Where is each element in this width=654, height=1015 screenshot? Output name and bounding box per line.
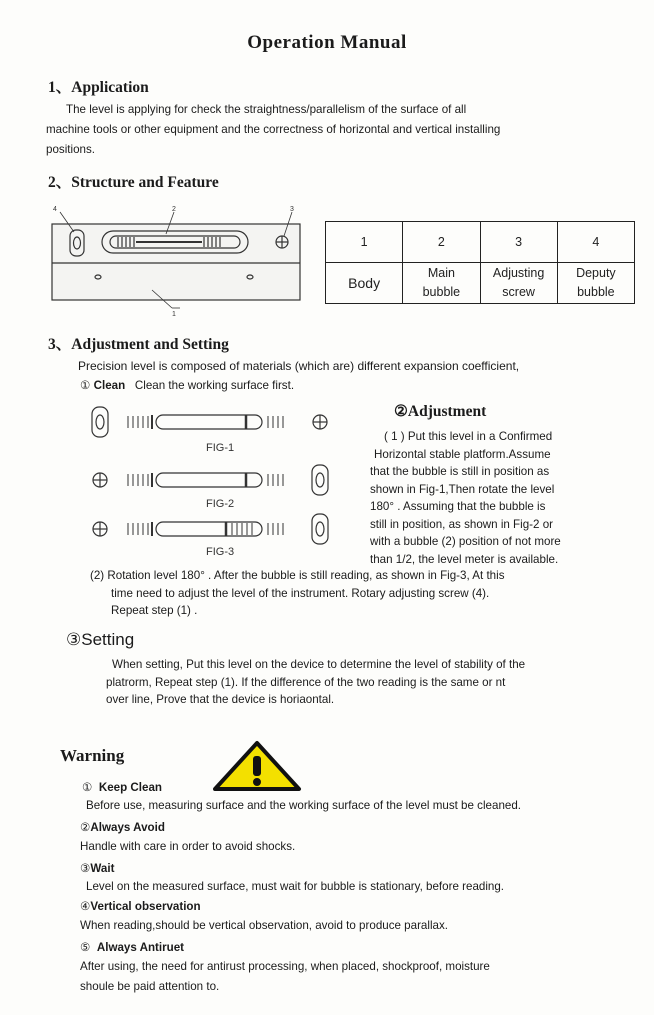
adjustment-step2 [90,567,650,620]
setting-line: over line, Prove that the device is horiaontal. [106,693,335,706]
table-cell [326,263,403,304]
warning-label: Wait [90,862,115,875]
adjustment-line: that the bubble is still in position as [370,465,550,478]
application-line-2: machine tools or other equipment and the correctness of horizontal and vertical installing [46,123,501,136]
table-cell: 3 [480,222,557,263]
adjustment-line: than 1/2, the level meter is available. [370,552,559,566]
section-heading-structure: 2、Structure and Feature [48,174,219,191]
step2-line: (2) Rotation level 180° . After the bubble is still reading, as shown in Fig-3, At this [90,569,505,582]
cell-line: Adjusting [492,266,545,280]
warning-item-5-text: After using, the need for antirust processing, when placed, shockproof, moisture [80,960,490,973]
warning-heading: Warning [60,746,125,765]
application-line-1: The level is applying for check the straightness/parallelism of the surface of all [66,103,467,116]
warning-marker: ④ [80,900,91,913]
cell-line: bubble [577,285,615,299]
adjustment-heading: ②Adjustment [394,403,487,420]
warning-marker: ③ [80,862,91,875]
table-cell: 4 [557,222,634,263]
cell-line: Deputy [576,266,616,280]
table-cell [403,263,480,304]
step2-line: Repeat step (1) . [111,604,198,617]
adjustment-line: shown in Fig-1,Then rotate the level [370,482,555,496]
warning-label: Always Avoid [90,821,165,834]
figure-label-3: FIG-3 [206,546,235,558]
figure-label-2: FIG-2 [206,498,235,510]
adjustment-intro: Precision level is composed of materials (which are) different expansion coefficient, [78,359,520,373]
warning-item-3-title [80,860,114,878]
warning-last-line: shoule be paid attention to. [80,980,220,993]
adjustment-line: ( 1 ) Put this level in a Confirmed [384,430,553,443]
warning-marker: ① [82,781,93,794]
cell-line: Main [427,266,455,280]
warning-label: Keep Clean [98,781,163,794]
warning-item-5-title [80,939,184,957]
cell-line: Body [348,274,381,291]
setting-heading: ③Setting [66,630,135,649]
level-structure-diagram [40,200,312,318]
adjustment-step1 [370,428,644,568]
callout-2: 2 [172,206,176,213]
table-cell [557,263,634,304]
table-row-numbers [326,222,635,263]
callout-1: 1 [172,311,176,318]
structure-table [325,221,635,304]
table-cell [480,263,557,304]
section-heading-adjustment: 3、Adjustment and Setting [48,336,229,353]
table-cell: 2 [403,222,480,263]
warning-item-3-text: Level on the measured surface, must wait for bubble is stationary, before reading. [86,880,505,893]
setting-line: platrorm, Repeat step (1). If the difference of the two reading is the same or nt [106,675,506,689]
warning-item-4-title [80,898,201,916]
warning-marker: ② [80,821,91,834]
warning-triangle-icon [212,740,302,792]
warning-label: Always Antiruet [96,941,185,954]
warning-item-1-title [82,779,162,797]
adjustment-line: 180° . Assuming that the bubble is [370,500,546,513]
warning-label: Vertical observation [90,900,201,913]
setting-body [106,656,646,709]
bubble-figures [86,402,336,562]
step2-line: time need to adjust the level of the instrument. Rotary adjusting screw (4). [111,586,490,600]
table-cell: 1 [326,222,403,263]
clean-text: Clean the working surface first. [134,379,295,392]
cell-line: bubble [422,285,461,299]
warning-item-2-text: Handle with care in order to avoid shocks. [80,840,296,853]
warning-item-1-text: Before use, measuring surface and the working surface of the level must be cleaned. [86,799,522,812]
section-heading-application: 1、Application [48,79,149,96]
adjustment-line: still in position, as shown in Fig-2 or [370,517,554,531]
warning-item-4-text: When reading,should be vertical observation, avoid to produce parallax. [80,919,448,932]
application-line-3: positions. [46,143,95,156]
clean-marker: ① [80,379,91,392]
callout-4: 4 [53,206,57,213]
adjustment-line: Horizontal stable platform.Assume [374,447,551,461]
clean-step [80,377,294,395]
callout-3: 3 [290,206,294,213]
adjustment-line: with a bubble (2) position of not more [370,535,561,548]
warning-item-2-title [80,819,165,837]
figure-label-1: FIG-1 [206,442,235,454]
table-row-names [326,263,635,304]
page-title: Operation Manual [247,32,407,53]
cell-line: screw [502,285,535,299]
warning-marker: ⑤ [80,941,91,954]
setting-line: When setting, Put this level on the device to determine the level of stability of the [112,658,526,671]
clean-label: Clean [93,379,126,392]
